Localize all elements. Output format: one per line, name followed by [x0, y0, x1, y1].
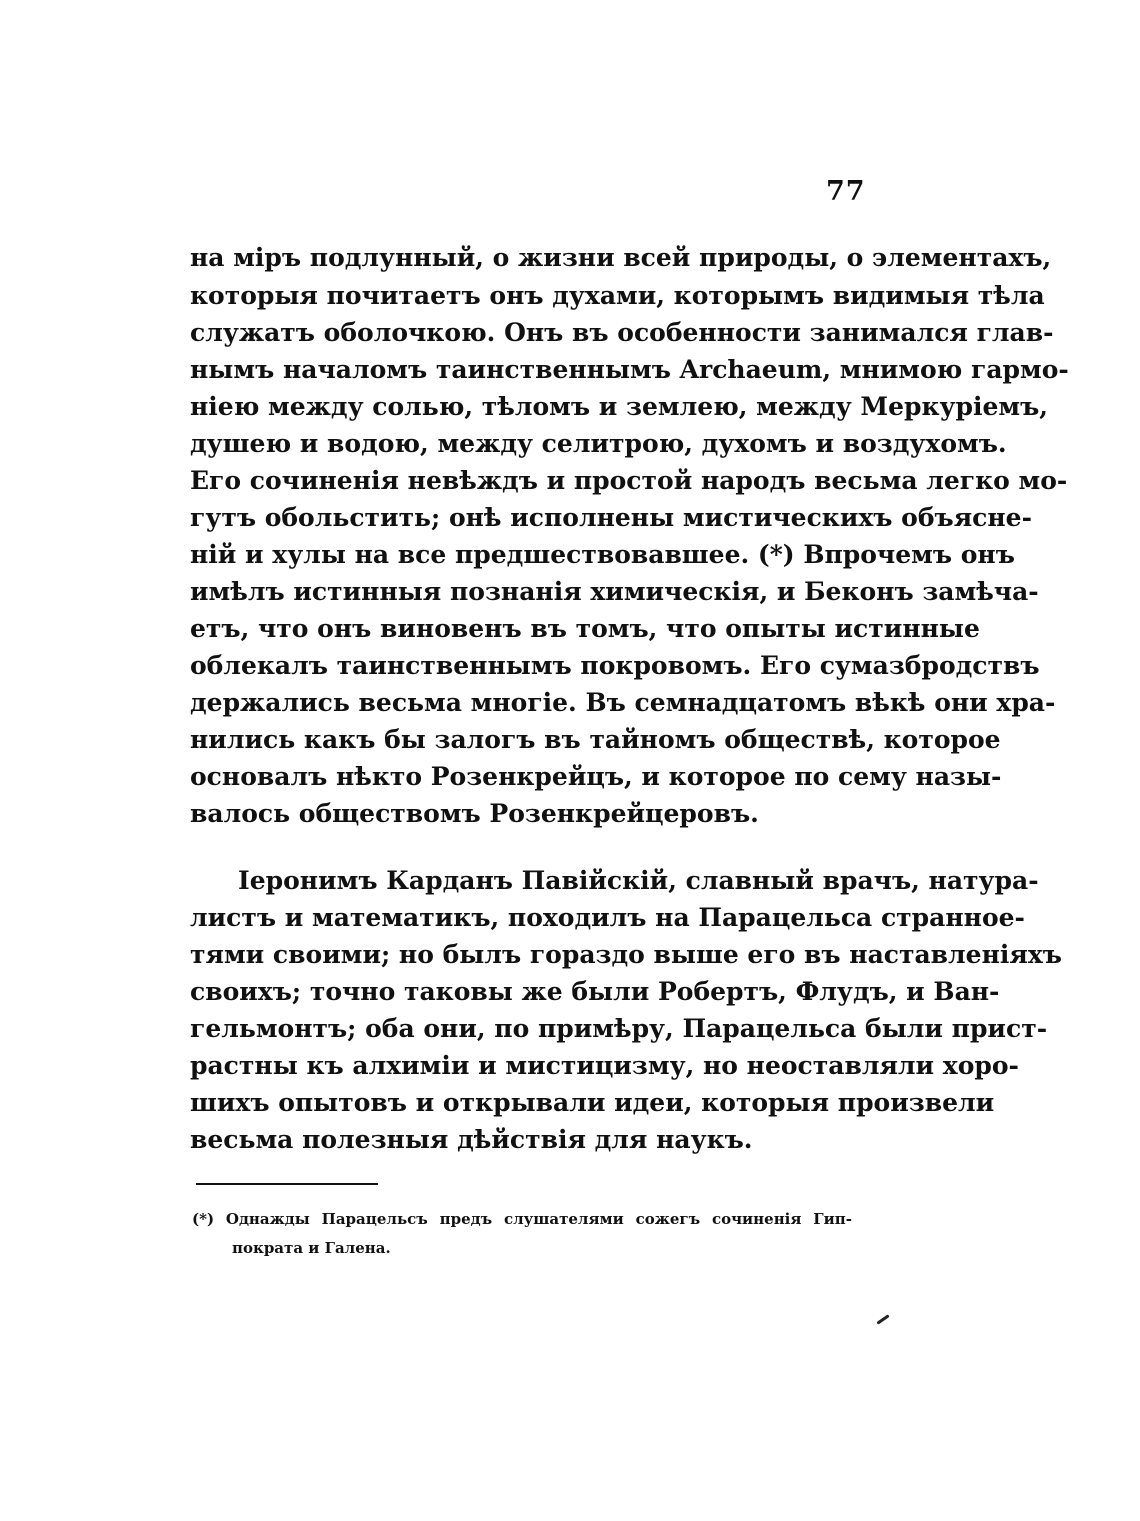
- text-line: гельмонтъ; оба они, по примѣру, Парацельса были прист-: [190, 1014, 1048, 1043]
- text-line: нились какъ бы залогъ въ тайномъ обществѣ, которое: [190, 725, 1001, 754]
- text-line: растны къ алхиміи и мистицизму, но неоставляли хоро-: [190, 1051, 1019, 1080]
- text-line: основалъ нѣкто Розенкрейцъ, и которое по сему назы-: [190, 762, 1002, 791]
- text-line: которыя почитаетъ онъ духами, которымъ видимыя тѣла: [190, 281, 1045, 310]
- text-line: тями своими; но былъ гораздо выше его въ наставленіяхъ: [190, 940, 1062, 969]
- text-line: держались весьма многіе. Въ семнадцатомъ вѣкѣ они хра-: [190, 688, 1056, 717]
- text-line: Іеронимъ Карданъ Павійскій, славный врачъ, натура-: [238, 866, 1039, 895]
- text-line: своихъ; точно таковы же были Робертъ, Флудъ, и Ван-: [190, 977, 1000, 1006]
- text-line: шихъ опытовъ и открывали идеи, которыя произвели: [190, 1088, 995, 1117]
- text-line: етъ, что онъ виновенъ въ томъ, что опыты истинные: [190, 614, 980, 643]
- text-line: нымъ началомъ таинственнымъ Archaeum, мнимою гармо-: [190, 355, 1069, 384]
- text-line: ній и хулы на все предшествовавшее. (*) Впрочемъ онъ: [190, 540, 1015, 569]
- text-line: душею и водою, между селитрою, духомъ и воздухомъ.: [190, 429, 1007, 458]
- footnote-line: пократа и Галена.: [232, 1239, 391, 1257]
- text-line: весьма полезныя дѣйствія для наукъ.: [190, 1125, 753, 1154]
- text-line: гутъ обольстить; онѣ исполнены мистическихъ объясне-: [190, 503, 1032, 532]
- ink-speck: [876, 1314, 889, 1324]
- text-line: листъ и математикъ, походилъ на Парацельса странное-: [190, 903, 1025, 932]
- text-line: Его сочиненія невѣждъ и простой народъ весьма легко мо-: [190, 466, 1068, 495]
- page-number: 77: [826, 176, 866, 207]
- text-line: облекалъ таинственнымъ покровомъ. Его сумазбродствъ: [190, 651, 1040, 680]
- footnote-line: (*) Однажды Парацельсъ предъ слушателями сожегъ сочиненія Гип-: [192, 1210, 852, 1228]
- text-line: ніею между солью, тѣломъ и землею, между Меркуріемъ,: [190, 392, 1049, 421]
- text-line: имѣлъ истинныя познанія химическія, и Беконъ замѣча-: [190, 577, 1039, 606]
- text-line: на міръ подлунный, о жизни всей природы, о элементахъ,: [190, 243, 1052, 272]
- text-line: служатъ оболочкою. Онъ въ особенности занимался глав-: [190, 318, 1054, 347]
- footnote-rule: [196, 1183, 378, 1185]
- text-line: валось обществомъ Розенкрейцеровъ.: [190, 799, 759, 828]
